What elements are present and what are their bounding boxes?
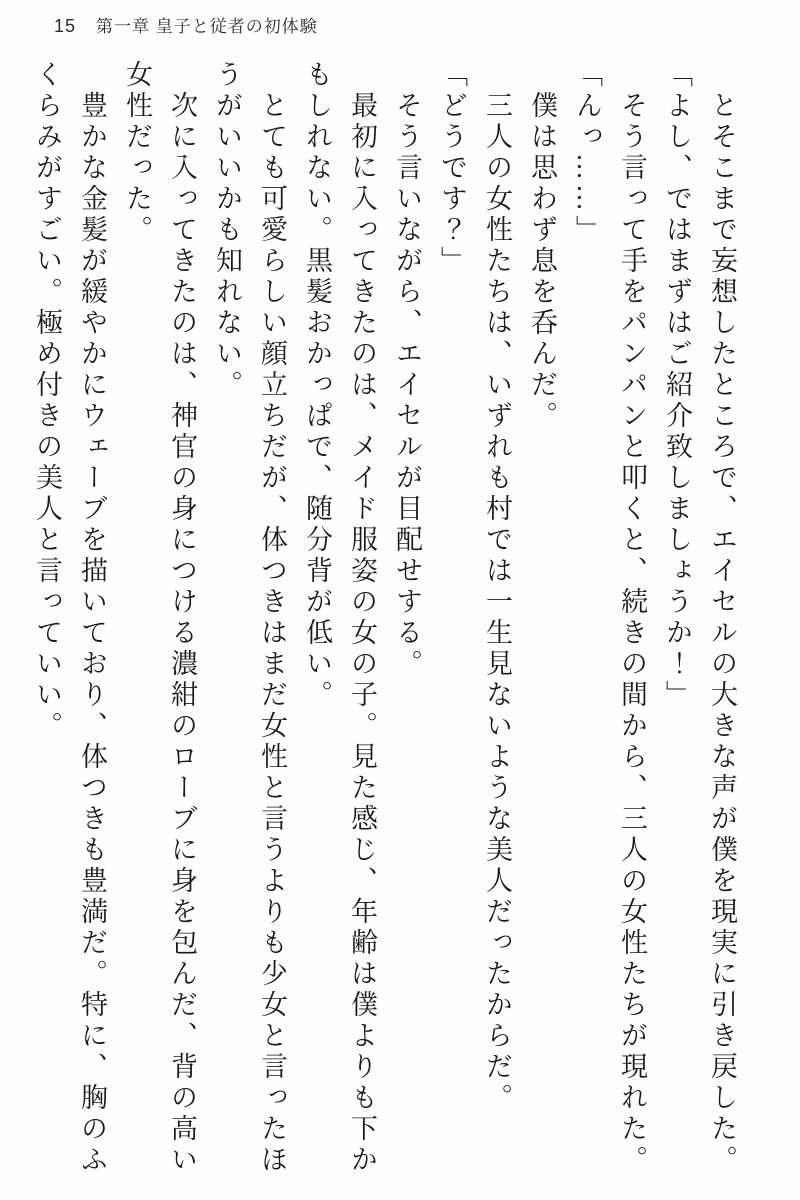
paragraph: 僕は思わず息を呑んだ。 [527, 60, 557, 432]
vertical-text-block [24, 60, 744, 1198]
chapter-title: 第一章 皇子と従者の初体験 [96, 17, 318, 36]
paragraph-dialogue: 「んっ……」 [572, 60, 602, 246]
paragraph: 三人の女性たちは、いずれも村では一生見ないような美人だったからだ。 [482, 60, 512, 1114]
paragraph-dialogue: 「よし、ではまずはご紹介致しましょうか！」 [662, 60, 692, 711]
running-header [54, 12, 318, 37]
paragraph: 豊かな金髪が緩やかにウェーブを描いており、体つきも豊満だ。特に、胸のふくらみがすごい。極め付きの美人と言っていい。 [32, 60, 107, 1176]
page-number: 15 [54, 16, 77, 36]
paragraph: 最初に入ってきたのは、メイド服姿の女の子。見た感じ、年齢は僕よりも下かもしれない。黒髪おかっぱで、随分背が低い。 [302, 60, 377, 1176]
paragraph-dialogue: 「どうです？」 [437, 60, 467, 277]
paragraph: 次に入ってきたのは、神官の身につける濃紺のローブに身を包んだ、背の高い女性だった。 [122, 60, 197, 1176]
paragraph: とそこまで妄想したところで、エイセルの大きな声が僕を現実に引き戻した。 [707, 60, 737, 1176]
paragraph: とても可愛らしい顔立ちだが、体つきはまだ女性と言うよりも少女と言ったほうがいいかも知れない。 [212, 60, 287, 1176]
paragraph: そう言って手をパンパンと叩くと、続きの間から、三人の女性たちが現れた。 [617, 60, 647, 1176]
paragraph: そう言いながら、エイセルが目配せする。 [392, 60, 422, 680]
